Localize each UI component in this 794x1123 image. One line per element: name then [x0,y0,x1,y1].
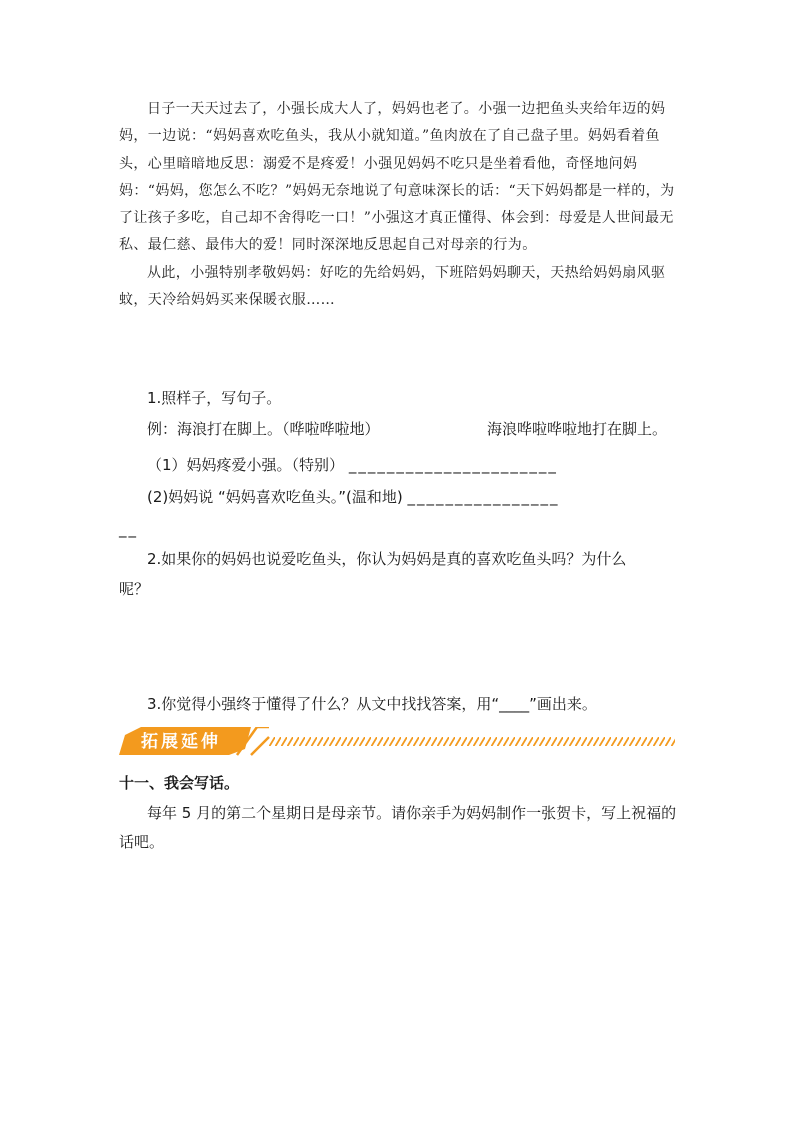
banner-hatch-strip [269,737,675,746]
reading-passage [119,96,675,314]
example-answer: 海浪哗啦哗啦地打在脚上。 [487,420,668,438]
item-1-prompt: （1）妈妈疼爱小强。（特别） [147,456,345,474]
item-1-answer-blank[interactable]: ______________________ [348,456,558,474]
section-11-prompt [119,799,679,857]
item-2-answer-blank[interactable]: ________________ [407,488,560,506]
question-1-item-2 [147,486,560,508]
section-11-body: 每年 5 月的第二个星期日是母亲节。请你亲手为妈妈制作一张贺卡，写上祝福的话吧。 [119,804,677,851]
passage-paragraph-2: 从此，小强特别孝敬妈妈：好吃的先给妈妈，下班陪妈妈聊天，天热给妈妈扇风驱蚊，天冷给妈妈买来保暖衣服…… [119,264,666,309]
item-2-answer-blank-continued[interactable]: __ [119,520,138,538]
question-1-example [147,418,668,440]
question-1-title: 1.照样子，写句子。 [147,389,282,407]
question-1-item-1 [147,454,558,476]
passage-paragraph-1: 日子一天天过去了，小强长成大人了，妈妈也老了。小强一边把鱼头夹给年迈的妈妈，一边说：“妈妈喜欢吃鱼头，我从小就知道。”鱼肉放在了自己盘子里。妈妈看着鱼头，心里暗暗地反思：溺爱不是疼爱！小强见妈妈不吃只是坐着看他，奇怪地问妈妈：“妈妈，您怎么不吃？”妈妈无奈地说了句意味深长的话：“天下妈妈都是一样的，为了让孩子多吃，自己却不舍得吃一口！”小强这才真正懂得、体会到：母爱是人世间最无私、最仁慈、最伟大的爱！同时深深地反思起自己对母亲的行为。 [119,101,675,254]
question-3: 3.你觉得小强终于懂得了什么？从文中找找答案，用“____”画出来。 [147,695,597,713]
section-banner [119,727,675,757]
banner-title: 拓展延伸 [141,732,221,752]
section-11-title: 十一、我会写话。 [119,774,240,792]
item-2-prompt: (2)妈妈说 “妈妈喜欢吃鱼头。”(温和地) [147,488,403,506]
question-2-line-2: 呢？ [119,580,150,598]
example-prompt: 例：海浪打在脚上。（哗啦哗啦地） [147,420,380,438]
question-2-line-1: 2.如果你的妈妈也说爱吃鱼头，你认为妈妈是真的喜欢吃鱼头吗？为什么 [147,550,627,568]
